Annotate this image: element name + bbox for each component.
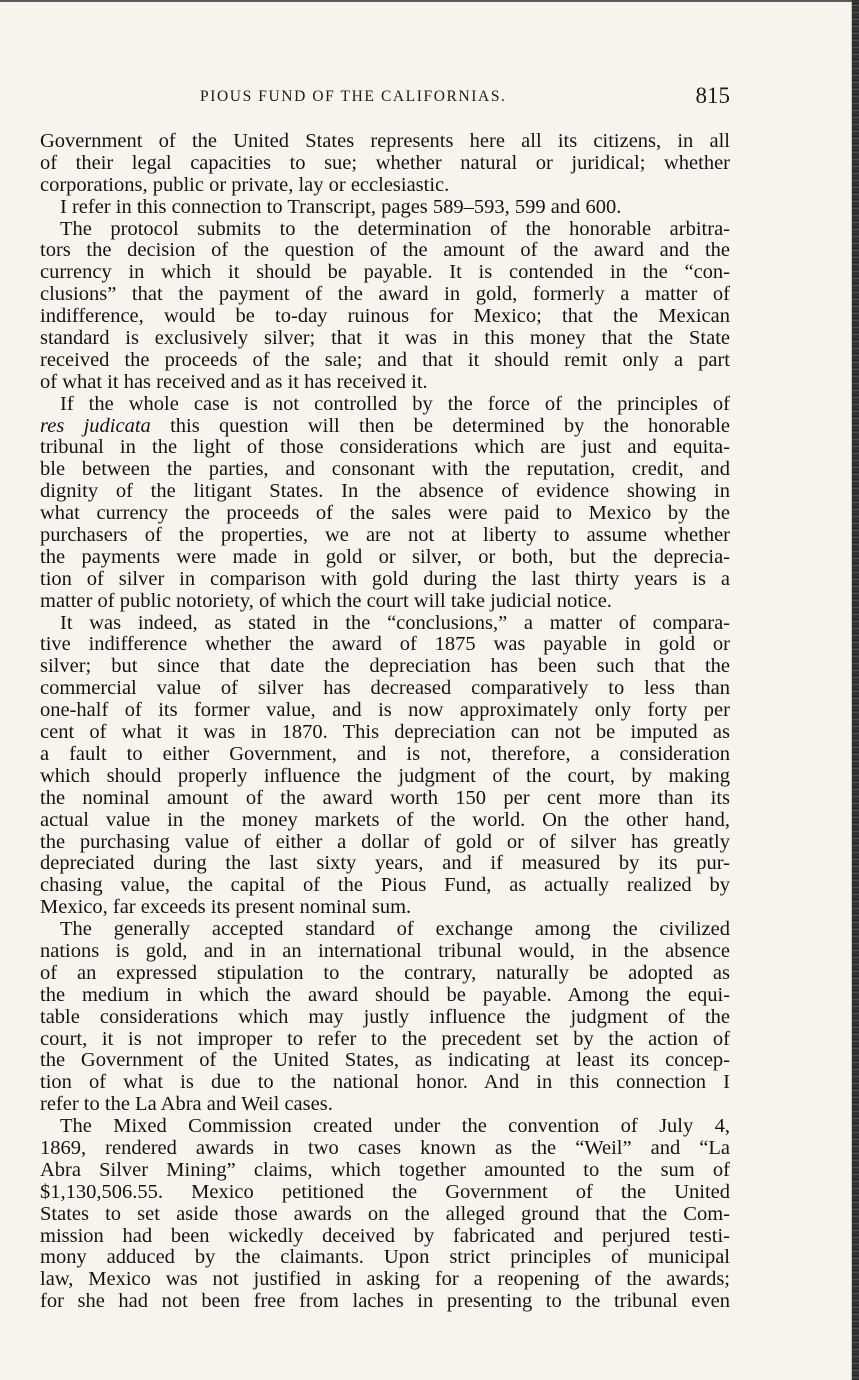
text-line: what currency the proceeds of the sales were paid to Mexico by the [40,502,730,525]
text-line: for she had not been free from laches in presenting to the tribunal even [40,1290,730,1313]
text-line: nations is gold, and in an international tribunal would, in the absence [40,939,730,962]
paragraph [40,197,730,219]
text-line: standard is exclusively silver; that it was in this money that the State [40,327,730,350]
text-line: table considerations which may justly influence the judgment of the [40,1005,730,1028]
text-line: court, it is not improper to refer to the precedent set by the action of [40,1027,730,1050]
text-line: which should properly influence the judgment of the court, by making [40,764,730,787]
latin-phrase: res judicata [40,414,151,437]
text-line: of their legal capacities to sue; whether natural or juridical; whether [40,151,730,174]
text-line: $1,130,506.55. Mexico petitioned the Government of the United [40,1180,730,1203]
text-line: refer to the La Abra and Weil cases. [40,1093,333,1116]
text-line: tribunal in the light of those considerations which are just and equita- [40,436,730,459]
text-line: tive indifference whether the award of 1875 was payable in gold or [40,633,730,656]
text-line: the Government of the United States, as indicating at least its concep- [40,1049,730,1072]
text-line: Abra Silver Mining” claims, which together amounted to the sum of [40,1158,730,1181]
text-line: The protocol submits to the determination of the honorable arbitra- [60,217,730,240]
text-line: tors the decision of the question of the amount of the award and the [40,239,730,262]
text-line: silver; but since that date the depreciation has been such that the [40,655,730,678]
text-line: mission had been wickedly deceived by fabricated and perjured testi- [40,1224,730,1247]
text-line: the payments were made in gold or silver, or both, but the deprecia- [40,545,730,568]
paragraph [40,613,730,919]
text-line: If the whole case is not controlled by the force of the principles of [60,392,730,415]
text-line: Government of the United States represents here all its citizens, in all [40,130,730,152]
text-line: tion of what is due to the national honor. And in this connection I [40,1071,730,1094]
text-line: matter of public notoriety, of which the court will take judicial notice. [40,589,612,612]
text-line: The Mixed Commission created under the convention of July 4, [60,1115,730,1138]
paragraph [40,1116,730,1313]
text-line: indifference, would be to-day ruinous for Mexico; that the Mexican [40,305,730,328]
text-line: the purchasing value of either a dollar of gold or of silver has greatly [40,830,730,853]
page-number: 815 [695,83,730,108]
paragraph [40,919,730,1116]
text-line: mony adduced by the claimants. Upon strict principles of municipal [40,1246,730,1269]
text-line: I refer in this connection to Transcript, pages 589–593, 599 and 600. [60,195,622,218]
text-line: of what it has received and as it has received it. [40,370,428,393]
text-line: chasing value, the capital of the Pious Fund, as actually realized by [40,874,730,897]
page-header [40,83,730,116]
body-text [40,131,730,1313]
page-edge [852,0,859,1380]
paragraph [40,131,730,197]
paragraph [40,219,730,394]
text-line: res judicata this question will then be determined by the honorable [40,414,730,437]
text-line: one-half of its former value, and is now approximately only forty per [40,699,730,722]
text-line: States to set aside those awards on the alleged ground that the Com- [40,1202,730,1225]
paragraph [40,394,730,613]
running-title: PIOUS FUND OF THE CALIFORNIAS. [200,88,507,105]
text-line: a fault to either Government, and is not, therefore, a consideration [40,742,730,765]
text-line: corporations, public or private, lay or ecclesiastic. [40,173,450,196]
text-line: the nominal amount of the award worth 150 per cent more than its [40,786,730,809]
text-line: law, Mexico was not justified in asking for a reopening of the awards; [40,1268,730,1291]
text-line: clusions” that the payment of the award in gold, formerly a matter of [40,283,730,306]
text-line: 1869, rendered awards in two cases known as the “Weil” and “La [40,1136,730,1159]
text-line: tion of silver in comparison with gold during the last thirty years is a [40,567,730,590]
text-line: purchasers of the properties, we are not at liberty to assume whether [40,524,730,547]
text-line: of an expressed stipulation to the contrary, naturally be adopted as [40,961,730,984]
text-line: depreciated during the last sixty years, and if measured by its pur- [40,852,730,875]
text-line: It was indeed, as stated in the “conclusions,” a matter of comparа- [60,611,730,634]
text-line: received the proceeds of the sale; and that it should remit only a part [40,348,730,371]
text-line: actual value in the money markets of the world. On the other hand, [40,808,730,831]
text-line: currency in which it should be payable. It is contended in the “con- [40,261,730,284]
page-top-border [0,0,852,2]
text-line: the medium in which the award should be payable. Among the equi- [40,983,730,1006]
text-line: Mexico, far exceeds its present nominal sum. [40,896,412,919]
text-line: The generally accepted standard of exchange among the civilized [60,918,730,941]
text-line: cent of what it was in 1870. This depreciation can not be imputed as [40,721,730,744]
text-line: dignity of the litigant States. In the absence of evidence showing in [40,480,730,503]
text-line: ble between the parties, and consonant with the reputation, credit, and [40,458,730,481]
text-line: commercial value of silver has decreased comparatively to less than [40,677,730,700]
